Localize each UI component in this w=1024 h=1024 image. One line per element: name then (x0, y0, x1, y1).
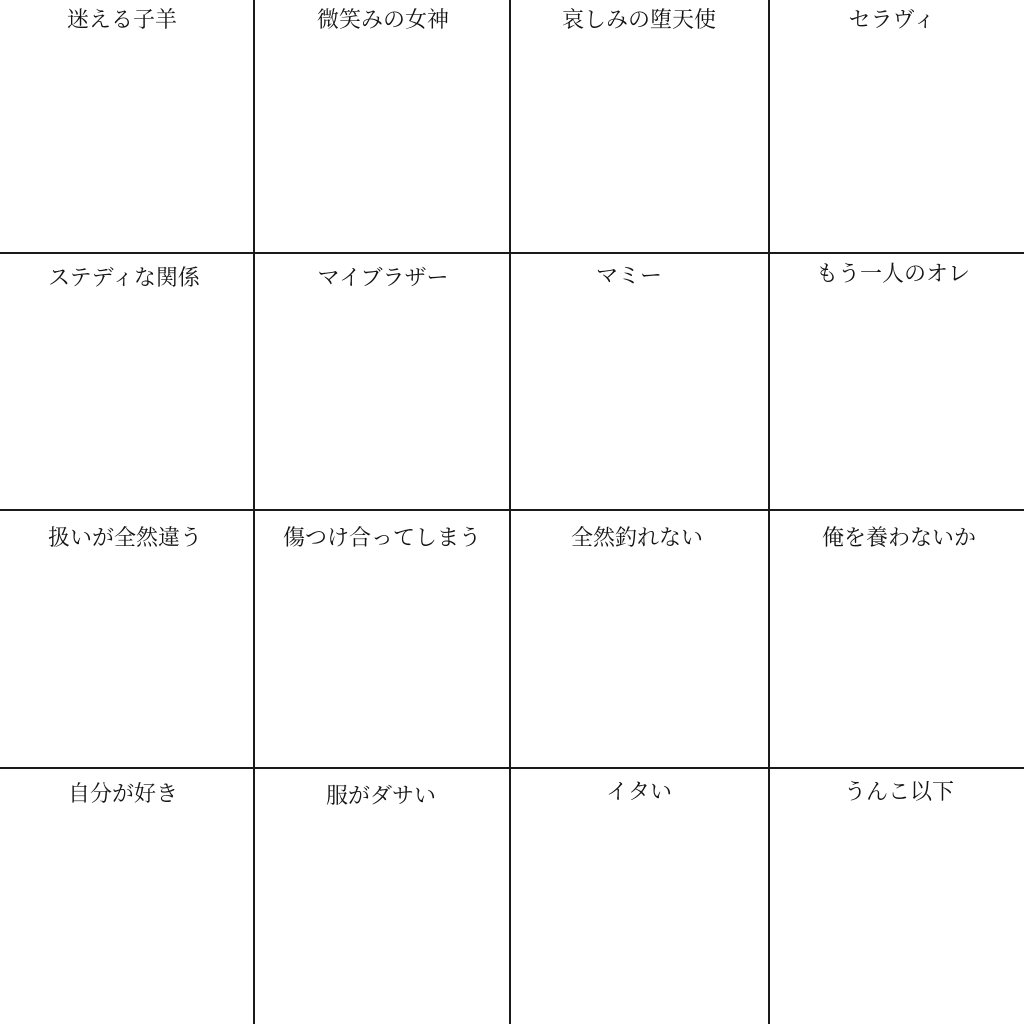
cell-label: ステディな関係 (48, 266, 200, 291)
grid-cell (769, 510, 1024, 766)
grid-cell (769, 254, 1024, 510)
grid-cell (255, 768, 511, 1024)
grid-line-horizontal (0, 509, 1024, 511)
grid-line-vertical (768, 0, 770, 1024)
grid-cell (0, 254, 256, 510)
cell-label: マミー (595, 264, 662, 289)
cell-label: 迷える子羊 (66, 8, 177, 33)
grid-cell (0, 768, 256, 1024)
grid-line-horizontal (0, 767, 1024, 769)
cell-label: もう一人のオレ (815, 262, 970, 287)
cell-label: イタい (605, 780, 672, 805)
grid-cell (769, 0, 1024, 256)
grid-cell (0, 0, 256, 256)
grid-cell (255, 254, 511, 510)
grid-cell (511, 254, 767, 510)
cell-label: セラヴィ (848, 8, 936, 33)
grid-line-vertical (253, 0, 255, 1024)
cell-label: 全然釣れない (570, 526, 703, 551)
grid-cell (0, 510, 256, 766)
grid-line-horizontal (0, 252, 1024, 254)
cell-label: 服がダサい (325, 784, 436, 809)
cell-label: 傷つけ合ってしまう (282, 526, 481, 551)
cell-label: 哀しみの堕天使 (561, 8, 716, 33)
cell-label: 微笑みの女神 (316, 8, 449, 33)
grid-cell (769, 768, 1024, 1024)
cell-label: 自分が好き (67, 782, 178, 807)
cell-label: 扱いが全然違う (47, 526, 202, 551)
cell-label: うんこ以下 (843, 780, 954, 805)
grid-cell (511, 768, 767, 1024)
cell-label: 俺を養わないか (821, 526, 976, 551)
grid-cell (511, 0, 767, 256)
cell-label: マイブラザー (317, 266, 449, 291)
grid-line-vertical (509, 0, 511, 1024)
grid-cell (255, 510, 511, 766)
grid-cell (511, 510, 767, 766)
grid-cell (255, 0, 511, 256)
